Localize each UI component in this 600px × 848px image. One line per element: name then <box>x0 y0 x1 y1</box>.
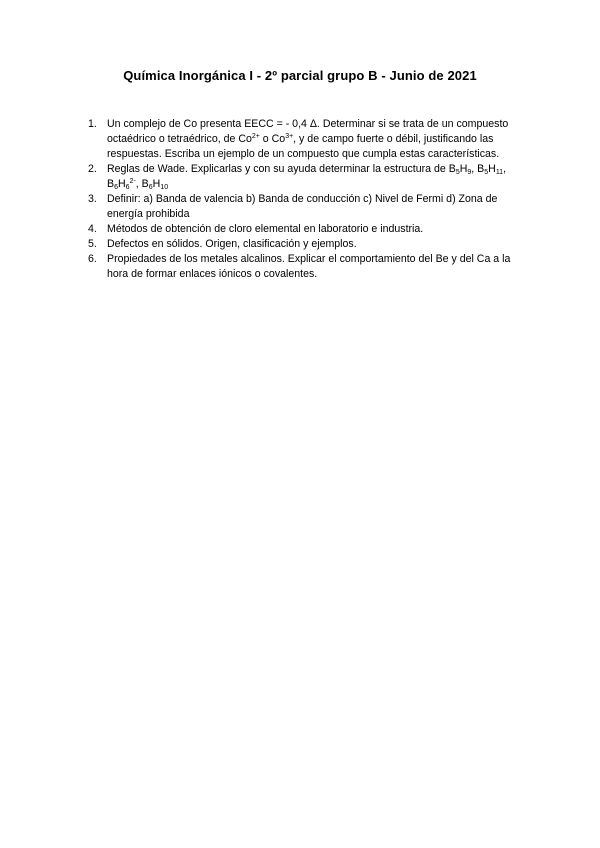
question-item-2 <box>88 162 528 192</box>
charge-superscript: 2+ <box>251 133 260 140</box>
question-text: Métodos de obtención de cloro elemental en laboratorio e industria. <box>107 223 424 235</box>
question-number: 4. <box>88 223 97 235</box>
formula-b5h11: $B_5H_{11}$ <box>477 163 504 176</box>
question-text: Defectos en sólidos. Origen, clasificación y ejemplos. <box>107 238 357 250</box>
question-text: Un complejo de Co presenta EECC = - 0,4 Δ. Determinar si se trata de un compuesto octaédrico o tetraédrico, de $Co^{2+}$ o $Co^{3+}$, y de campo fuerte o débil, justificando las respuestas. Escriba un ejemplo de un compuesto que cumpla estas características. <box>107 118 509 160</box>
question-item-1 <box>88 117 528 162</box>
question-item-5 <box>88 237 528 252</box>
formula-b5h9: $B_5H_9$ <box>448 163 472 176</box>
question-number: 1. <box>88 118 97 130</box>
exam-title: Química Inorgánica I - 2º parcial grupo B - Junio de 2021 <box>123 68 477 83</box>
question-number: 6. <box>88 253 97 265</box>
charge-superscript: 3+ <box>285 133 294 140</box>
question-number: 2. <box>88 163 97 175</box>
question-item-6 <box>88 252 528 282</box>
question-text: Reglas de Wade. Explicarlas y con su ayuda determinar la estructura de $B_5H_9$, $B_5H_{11}$, $B_6H_6^{2-}$, $B_6H_{10}$ <box>107 163 507 191</box>
question-number: 3. <box>88 193 97 205</box>
question-item-4 <box>88 222 528 237</box>
formula-b6h10: $B_6H_{10}$ <box>141 178 169 191</box>
formula-b6h6-2minus: $B_6H_6^{2-}$ <box>107 178 136 191</box>
question-list <box>88 117 528 282</box>
question-text: Propiedades de los metales alcalinos. Explicar el comportamiento del Be y del Ca a la hora de formar enlaces iónicos o covalentes. <box>107 253 511 280</box>
question-number: 5. <box>88 238 97 250</box>
question-item-3 <box>88 192 528 222</box>
question-text: Definir: a) Banda de valencia b) Banda de conducción c) Nivel de Fermi d) Zona de energía prohibida <box>107 193 498 220</box>
